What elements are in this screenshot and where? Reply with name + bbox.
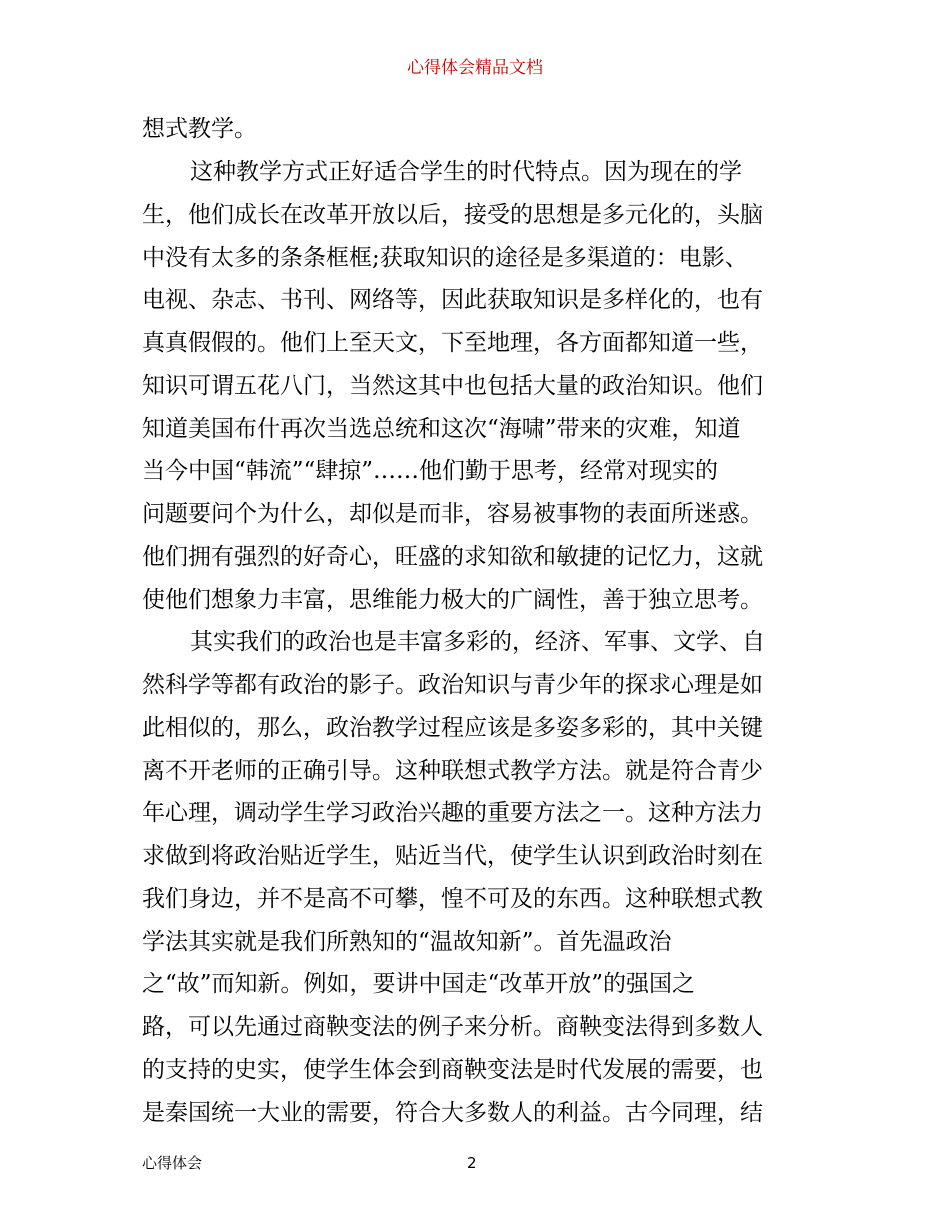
text-line: 的支持的史实，使学生体会到商鞅变法是时代发展的需要，也	[142, 1057, 763, 1083]
text-line: 问题要问个为什么，却似是而非，容易被事物的表面所迷惑。	[142, 501, 763, 527]
text-line: 中没有太多的条条框框;获取知识的途径是多渠道的：电影、	[142, 245, 748, 271]
text-line: 当今中国“韩流”“肆掠”……他们勤于思考，经常对现实的	[142, 458, 719, 484]
text-line: 他们拥有强烈的好奇心，旺盛的求知欲和敏捷的记忆力，这就	[142, 544, 763, 570]
text-line: 知识可谓五花八门，当然这其中也包括大量的政治知识。他们	[142, 373, 763, 399]
text-line: 此相似的，那么，政治教学过程应该是多姿多彩的，其中关键	[142, 715, 763, 741]
text-line: 使他们想象力丰富，思维能力极大的广阔性，善于独立思考。	[142, 587, 763, 613]
text-line: 是秦国统一大业的需要，符合大多数人的利益。古今同理，结	[142, 1100, 763, 1126]
text-line: 求做到将政治贴近学生，贴近当代，使学生认识到政治时刻在	[142, 843, 763, 869]
text-line: 电视、杂志、书刊、网络等，因此获取知识是多样化的，也有	[142, 287, 763, 313]
text-line: 其实我们的政治也是丰富多彩的，经济、军事、文学、自	[190, 629, 765, 655]
text-line: 离不开老师的正确引导。这种联想式教学方法。就是符合青少	[142, 758, 763, 784]
text-line: 路，可以先通过商鞅变法的例子来分析。商鞅变法得到多数人	[142, 1014, 763, 1040]
text-line: 真真假假的。他们上至天文，下至地理，各方面都知道一些，	[142, 330, 763, 356]
text-line: 学法其实就是我们所熟知的“温故知新”。首先温政治	[142, 929, 672, 955]
text-line: 年心理，调动学生学习政治兴趣的重要方法之一。这种方法力	[142, 800, 763, 826]
text-line: 想式教学。	[142, 116, 257, 142]
page-header-title: 心得体会精品文档	[407, 58, 543, 78]
footer-label: 心得体会	[142, 1154, 203, 1172]
text-line: 然科学等都有政治的影子。政治知识与青少年的探求心理是如	[142, 672, 763, 698]
page-number: 2	[467, 1154, 477, 1172]
text-line: 生，他们成长在改革开放以后，接受的思想是多元化的，头脑	[142, 202, 763, 228]
text-line: 这种教学方式正好适合学生的时代特点。因为现在的学	[190, 159, 742, 185]
text-line: 知道美国布什再次当选总统和这次“海啸”带来的灾难，知道	[142, 416, 741, 442]
text-line: 之“故”而知新。例如，要讲中国走“改革开放”的强国之	[142, 971, 696, 997]
text-line: 我们身边，并不是高不可攀，惶不可及的东西。这种联想式教	[142, 886, 763, 912]
